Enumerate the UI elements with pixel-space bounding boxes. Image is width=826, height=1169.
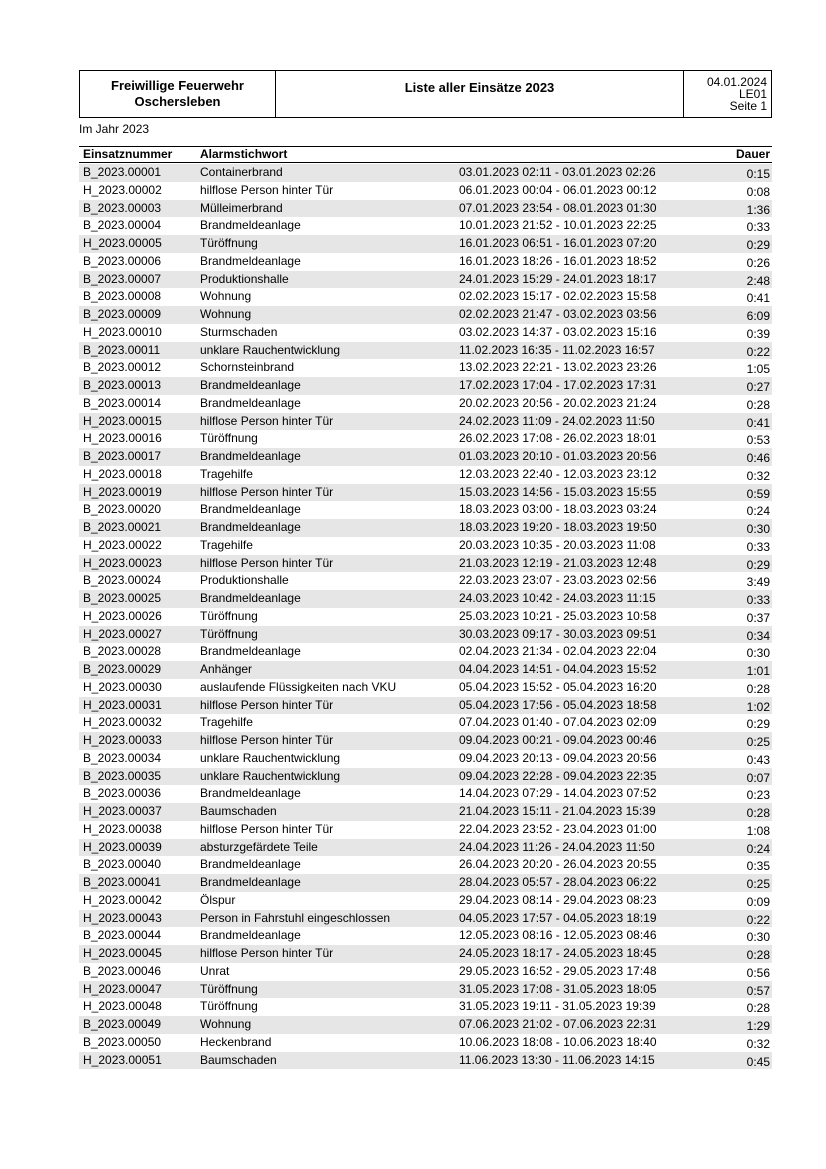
table-row [79,927,772,945]
cell-time: 07.06.2023 21:02 - 07.06.2023 22:31 [459,1017,657,1031]
cell-number: H_2023.00043 [83,910,162,925]
cell-number: B_2023.00009 [83,307,162,321]
cell-keyword: Brandmeldeanlage [200,928,301,943]
cell-time: 21.04.2023 15:11 - 21.04.2023 15:39 [459,804,656,818]
cell-keyword: Türöffnung [200,431,258,446]
table-row [79,714,772,732]
table-row [79,253,772,271]
table-row [79,182,772,200]
cell-time: 18.03.2023 19:20 - 18.03.2023 19:50 [459,520,657,534]
cell-duration: 0:33 [746,593,770,607]
cell-number: H_2023.00042 [83,892,162,907]
table-row [79,697,772,715]
report-meta [684,71,771,117]
cell-duration: 0:30 [746,930,770,945]
cell-keyword: unklare Rauchentwicklung [200,768,341,783]
cell-number: B_2023.00040 [83,857,162,872]
cell-keyword: Brandmeldeanlage [200,218,301,233]
cell-duration: 0:30 [746,522,770,536]
cell-keyword: Brandmeldeanlage [200,449,301,463]
cell-duration: 0:28 [746,1001,770,1016]
cell-duration: 1:02 [746,699,770,714]
cell-number: B_2023.00007 [83,271,162,286]
cell-keyword: Brandmeldeanlage [200,253,301,268]
cell-number: B_2023.00046 [83,963,162,978]
cell-number: H_2023.00039 [83,839,162,854]
report-title: Liste aller Einsätze 2023 [276,71,684,117]
cell-duration: 1:01 [746,664,770,678]
page-number: Seite 1 [729,99,767,113]
cell-number: H_2023.00032 [83,715,162,730]
cell-keyword: hilflose Person hinter Tür [200,821,334,836]
cell-keyword: hilflose Person hinter Tür [200,484,334,499]
table-row [79,768,772,786]
organization-name [80,71,276,117]
cell-keyword: Brandmeldeanlage [200,520,301,534]
cell-keyword: Wohnung [200,307,252,321]
cell-number: H_2023.00015 [83,413,162,428]
cell-time: 05.04.2023 17:56 - 05.04.2023 18:58 [459,697,657,712]
cell-time: 09.04.2023 22:28 - 09.04.2023 22:35 [459,768,657,783]
cell-number: H_2023.00051 [83,1052,162,1067]
report-code: LE01 [738,87,767,101]
cell-time: 31.05.2023 17:08 - 31.05.2023 18:05 [459,981,657,996]
cell-number: H_2023.00047 [83,981,162,996]
cell-keyword: hilflose Person hinter Tür [200,413,334,428]
cell-time: 01.03.2023 20:10 - 01.03.2023 20:56 [459,449,657,463]
cell-number: B_2023.00017 [83,449,162,463]
cell-time: 13.02.2023 22:21 - 13.02.2023 23:26 [459,360,657,375]
cell-keyword: auslaufende Flüssigkeiten nach VKU [200,679,397,694]
cell-number: B_2023.00003 [83,200,162,215]
cell-number: B_2023.00035 [83,768,162,783]
cell-keyword: Person in Fahrstuhl eingeschlossen [200,910,391,925]
cell-keyword: Produktionshalle [200,573,289,588]
cell-keyword: Mülleimerbrand [200,200,283,215]
table-row [79,785,772,803]
cell-duration: 0:45 [746,1054,770,1069]
cell-number: B_2023.00041 [83,875,162,889]
table-row [79,519,772,537]
cell-time: 02.04.2023 21:34 - 02.04.2023 22:04 [459,644,657,659]
cell-number: B_2023.00025 [83,591,162,605]
cell-duration: 3:49 [746,575,770,590]
cell-duration: 0:29 [746,717,770,732]
cell-time: 29.05.2023 16:52 - 29.05.2023 17:48 [459,963,657,978]
cell-number: B_2023.00028 [83,644,162,659]
cell-number: B_2023.00020 [83,502,162,517]
cell-duration: 0:37 [746,610,770,625]
cell-duration: 0:43 [746,752,770,767]
cell-keyword: Heckenbrand [200,1034,272,1049]
cell-time: 04.04.2023 14:51 - 04.04.2023 15:52 [459,662,657,676]
cell-time: 29.04.2023 08:14 - 29.04.2023 08:23 [459,892,657,907]
cell-number: H_2023.00018 [83,466,162,481]
cell-number: B_2023.00014 [83,395,162,410]
table-row [79,448,772,466]
cell-duration: 0:34 [746,628,770,643]
cell-keyword: Tragehilfe [200,537,253,552]
cell-duration: 0:28 [746,806,770,820]
cell-keyword: Containerbrand [200,165,283,179]
table-row [79,413,772,431]
cell-number: B_2023.00004 [83,218,162,233]
cell-keyword: Türöffnung [200,626,258,641]
cell-keyword: hilflose Person hinter Tür [200,733,334,747]
table-row [79,430,772,448]
cell-number: B_2023.00011 [83,342,161,357]
cell-number: B_2023.00006 [83,253,162,268]
cell-number: H_2023.00023 [83,555,162,570]
cell-number: B_2023.00029 [83,662,162,676]
cell-number: H_2023.00048 [83,999,162,1014]
cell-keyword: Anhänger [200,662,253,676]
table-row [79,359,772,377]
cell-time: 20.02.2023 20:56 - 20.02.2023 21:24 [459,395,657,410]
cell-duration: 0:25 [746,735,770,749]
cell-duration: 1:08 [746,823,770,838]
cell-time: 24.01.2023 15:29 - 24.01.2023 18:17 [459,271,657,286]
cell-duration: 0:23 [746,788,770,803]
organization-line-1: Freiwillige Feuerwehr [111,78,244,93]
cell-duration: 0:24 [746,504,770,519]
table-row [79,395,772,413]
cell-keyword: Produktionshalle [200,271,289,286]
cell-time: 26.02.2023 17:08 - 26.02.2023 18:01 [459,431,657,446]
table-row [79,1052,772,1070]
cell-time: 25.03.2023 10:21 - 25.03.2023 10:58 [459,608,657,623]
table-row [79,501,772,519]
table-row [79,856,772,874]
table-row [79,910,772,928]
cell-keyword: Baumschaden [200,1052,277,1067]
table-row [79,821,772,839]
table-row [79,874,772,892]
cell-number: H_2023.00022 [83,537,162,552]
table-row [79,271,772,289]
cell-keyword: Türöffnung [200,608,258,623]
table-body [79,164,772,1069]
table-row [79,998,772,1016]
cell-number: B_2023.00008 [83,289,162,304]
table-row [79,981,772,999]
cell-duration: 0:22 [746,344,770,359]
cell-duration: 0:29 [746,557,770,572]
cell-time: 11.06.2023 13:30 - 11.06.2023 14:15 [459,1052,655,1067]
column-header-number: Einsatznummer [83,147,173,161]
cell-duration: 2:48 [746,273,770,288]
table-row [79,643,772,661]
year-label: Im Jahr 2023 [79,122,150,136]
cell-duration: 0:32 [746,1036,770,1051]
cell-keyword: Brandmeldeanlage [200,875,301,889]
cell-duration: 0:39 [746,326,770,341]
cell-duration: 0:28 [746,948,770,962]
cell-keyword: Tragehilfe [200,715,253,730]
cell-keyword: hilflose Person hinter Tür [200,555,334,570]
cell-number: H_2023.00027 [83,626,162,641]
cell-number: H_2023.00016 [83,431,162,446]
cell-duration: 0:27 [746,380,770,394]
cell-number: B_2023.00013 [83,378,162,392]
cell-duration: 0:33 [746,539,770,554]
table-row [79,679,772,697]
cell-duration: 0:25 [746,877,770,891]
cell-duration: 0:46 [746,451,770,465]
cell-duration: 0:09 [746,894,770,909]
table-row [79,377,772,395]
cell-duration: 0:57 [746,983,770,998]
table-row [79,466,772,484]
cell-time: 10.06.2023 18:08 - 10.06.2023 18:40 [459,1034,657,1049]
cell-time: 22.03.2023 23:07 - 23.03.2023 02:56 [459,573,657,588]
cell-keyword: Unrat [200,963,230,978]
table-row [79,484,772,502]
cell-time: 16.01.2023 18:26 - 16.01.2023 18:52 [459,253,657,268]
cell-number: H_2023.00026 [83,608,162,623]
cell-time: 05.04.2023 15:52 - 05.04.2023 16:20 [459,679,657,694]
table-row [79,200,772,218]
organization-line-2: Oschersleben [134,94,221,109]
cell-time: 12.05.2023 08:16 - 12.05.2023 08:46 [459,928,657,943]
table-row [79,555,772,573]
cell-time: 06.01.2023 00:04 - 06.01.2023 00:12 [459,182,657,197]
cell-duration: 0:41 [746,291,770,306]
cell-duration: 0:53 [746,433,770,448]
cell-number: H_2023.00005 [83,236,162,250]
cell-number: H_2023.00002 [83,182,162,197]
table-row [79,1016,772,1034]
cell-number: H_2023.00037 [83,804,162,818]
cell-duration: 0:59 [746,486,770,501]
cell-keyword: Türöffnung [200,981,258,996]
cell-keyword: hilflose Person hinter Tür [200,182,334,197]
cell-time: 24.04.2023 11:26 - 24.04.2023 11:50 [459,839,655,854]
cell-number: B_2023.00034 [83,750,162,765]
table-row [79,626,772,644]
cell-duration: 0:35 [746,859,770,874]
cell-time: 11.02.2023 16:35 - 11.02.2023 16:57 [459,342,655,357]
cell-keyword: hilflose Person hinter Tür [200,697,334,712]
column-header-keyword: Alarmstichwort [200,147,288,161]
cell-time: 12.03.2023 22:40 - 12.03.2023 23:12 [459,466,657,481]
table-row [79,217,772,235]
cell-keyword: absturzgefärdete Teile [200,839,318,854]
table-row [79,803,772,821]
table-row [79,590,772,608]
table-row [79,661,772,679]
table-row [79,288,772,306]
cell-time: 09.04.2023 00:21 - 09.04.2023 00:46 [459,733,657,747]
cell-time: 07.04.2023 01:40 - 07.04.2023 02:09 [459,715,657,730]
cell-time: 14.04.2023 07:29 - 14.04.2023 07:52 [459,786,657,801]
table-row [79,324,772,342]
cell-duration: 0:32 [746,468,770,483]
cell-duration: 0:33 [746,220,770,235]
cell-time: 02.02.2023 15:17 - 02.02.2023 15:58 [459,289,657,304]
cell-keyword: Brandmeldeanlage [200,644,301,659]
cell-time: 03.01.2023 02:11 - 03.01.2023 02:26 [459,165,656,179]
cell-time: 15.03.2023 14:56 - 15.03.2023 15:55 [459,484,657,499]
cell-time: 20.03.2023 10:35 - 20.03.2023 11:08 [459,537,656,552]
cell-duration: 0:29 [746,238,770,252]
cell-number: H_2023.00019 [83,484,162,499]
cell-keyword: Ölspur [200,892,236,907]
cell-duration: 0:28 [746,681,770,696]
cell-number: B_2023.00001 [83,165,162,179]
cell-duration: 0:15 [746,167,770,181]
cell-number: B_2023.00012 [83,360,162,375]
cell-number: B_2023.00021 [83,520,162,534]
cell-time: 31.05.2023 19:11 - 31.05.2023 19:39 [459,999,656,1014]
cell-time: 18.03.2023 03:00 - 18.03.2023 03:24 [459,502,657,517]
cell-keyword: Brandmeldeanlage [200,591,301,605]
cell-duration: 0:22 [746,912,770,927]
cell-duration: 0:28 [746,397,770,412]
cell-number: H_2023.00045 [83,946,162,960]
table-row [79,235,772,253]
cell-time: 24.03.2023 10:42 - 24.03.2023 11:15 [459,591,656,605]
cell-number: H_2023.00038 [83,821,162,836]
report-header [79,70,772,118]
column-header-duration: Dauer [735,147,770,161]
cell-keyword: Wohnung [200,1017,252,1031]
cell-duration: 1:36 [746,202,770,217]
cell-keyword: unklare Rauchentwicklung [200,342,341,357]
table-header [79,146,772,163]
cell-keyword: unklare Rauchentwicklung [200,750,341,765]
cell-time: 10.01.2023 21:52 - 10.01.2023 22:25 [459,218,657,233]
table-row [79,164,772,182]
cell-duration: 0:07 [746,770,770,785]
cell-number: H_2023.00033 [83,733,162,747]
cell-number: B_2023.00044 [83,928,162,943]
cell-keyword: Schornsteinbrand [200,360,295,375]
cell-keyword: Brandmeldeanlage [200,786,301,801]
cell-duration: 0:41 [746,415,770,430]
table-row [79,306,772,324]
cell-duration: 0:24 [746,841,770,856]
cell-number: B_2023.00049 [83,1017,162,1031]
table-row [79,572,772,590]
cell-keyword: Baumschaden [200,804,277,818]
table-row [79,608,772,626]
cell-duration: 0:26 [746,255,770,270]
cell-keyword: Tragehilfe [200,466,253,481]
table-row [79,892,772,910]
cell-time: 07.01.2023 23:54 - 08.01.2023 01:30 [459,200,657,215]
cell-keyword: hilflose Person hinter Tür [200,946,334,960]
cell-time: 21.03.2023 12:19 - 21.03.2023 12:48 [459,555,657,570]
cell-time: 17.02.2023 17:04 - 17.02.2023 17:31 [459,378,657,392]
cell-time: 24.02.2023 11:09 - 24.02.2023 11:50 [459,413,655,428]
cell-keyword: Brandmeldeanlage [200,378,301,392]
cell-keyword: Brandmeldeanlage [200,395,301,410]
cell-keyword: Sturmschaden [200,324,278,339]
cell-time: 04.05.2023 17:57 - 04.05.2023 18:19 [459,910,657,925]
cell-duration: 0:08 [746,184,770,199]
table-row [79,342,772,360]
cell-number: H_2023.00010 [83,324,162,339]
table-row [79,945,772,963]
cell-time: 30.03.2023 09:17 - 30.03.2023 09:51 [459,626,657,641]
cell-time: 28.04.2023 05:57 - 28.04.2023 06:22 [459,875,657,889]
table-row [79,839,772,857]
cell-duration: 1:29 [746,1019,770,1033]
table-row [79,1034,772,1052]
report-date: 04.01.2024 [706,75,767,89]
cell-keyword: Türöffnung [200,999,258,1014]
cell-number: B_2023.00036 [83,786,162,801]
cell-number: H_2023.00031 [83,697,162,712]
cell-duration: 6:09 [746,309,770,323]
cell-time: 16.01.2023 06:51 - 16.01.2023 07:20 [459,236,657,250]
cell-time: 26.04.2023 20:20 - 26.04.2023 20:55 [459,857,657,872]
cell-number: H_2023.00030 [83,679,162,694]
cell-keyword: Brandmeldeanlage [200,502,301,517]
cell-time: 22.04.2023 23:52 - 23.04.2023 01:00 [459,821,657,836]
cell-duration: 0:30 [746,646,770,661]
cell-keyword: Brandmeldeanlage [200,857,301,872]
table-row [79,732,772,750]
table-row [79,963,772,981]
table-row [79,537,772,555]
cell-number: B_2023.00024 [83,573,162,588]
cell-keyword: Wohnung [200,289,252,304]
cell-duration: 1:05 [746,362,770,377]
cell-time: 24.05.2023 18:17 - 24.05.2023 18:45 [459,946,657,960]
cell-time: 09.04.2023 20:13 - 09.04.2023 20:56 [459,750,657,765]
cell-time: 02.02.2023 21:47 - 03.02.2023 03:56 [459,307,657,321]
cell-time: 03.02.2023 14:37 - 03.02.2023 15:16 [459,324,657,339]
cell-keyword: Türöffnung [200,236,258,250]
cell-duration: 0:56 [746,965,770,980]
cell-number: B_2023.00050 [83,1034,162,1049]
table-row [79,750,772,768]
